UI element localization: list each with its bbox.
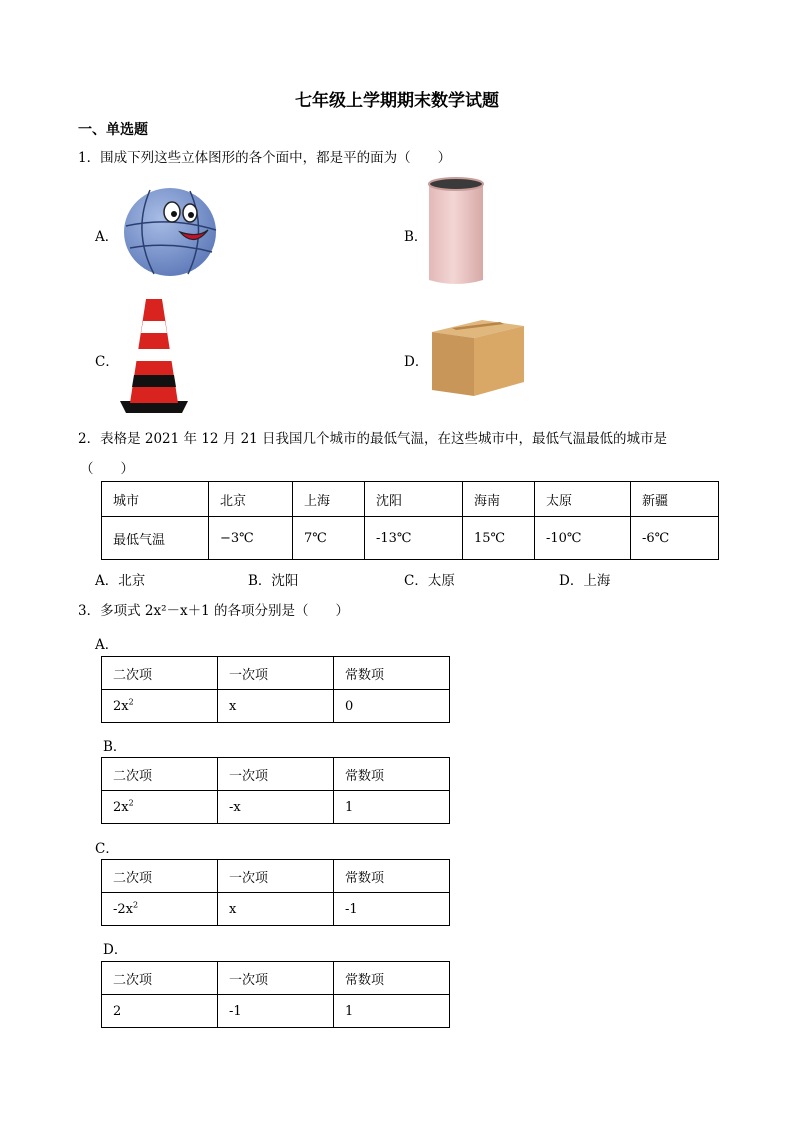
table-cell: -x bbox=[218, 791, 334, 824]
question-3-stem: 3．多项式 2x²－x＋1 的各项分别是（ ） bbox=[78, 603, 349, 619]
table-cell: 太原 bbox=[535, 482, 631, 517]
table-cell: 一次项 bbox=[218, 962, 334, 995]
table-cell: 沈阳 bbox=[365, 482, 463, 517]
table-cell: 二次项 bbox=[102, 962, 218, 995]
traffic-cone-icon bbox=[118, 297, 190, 415]
table-cell: 一次项 bbox=[218, 657, 334, 690]
term-text: -2x bbox=[113, 901, 133, 917]
table-row bbox=[102, 690, 450, 723]
table-row bbox=[102, 657, 450, 690]
q1-option-c-label[interactable]: C． bbox=[95, 354, 119, 370]
table-cell: 常数项 bbox=[334, 860, 450, 893]
table-row bbox=[102, 962, 450, 995]
table-cell: -6℃ bbox=[631, 517, 719, 560]
table-cell: 常数项 bbox=[334, 758, 450, 791]
cardboard-box-icon bbox=[430, 316, 526, 398]
q2-option-d[interactable]: D．上海 bbox=[559, 573, 611, 589]
term-text: 2x bbox=[113, 799, 129, 815]
table-cell bbox=[102, 893, 218, 926]
q3-option-a-label[interactable]: A． bbox=[95, 637, 119, 653]
table-row bbox=[102, 517, 719, 560]
q3-option-b-label[interactable]: B． bbox=[103, 739, 127, 755]
table-cell: 7℃ bbox=[293, 517, 365, 560]
table-row bbox=[102, 791, 450, 824]
table-cell: x bbox=[218, 690, 334, 723]
table-cell: x bbox=[218, 893, 334, 926]
table-cell: 二次项 bbox=[102, 860, 218, 893]
table-cell bbox=[102, 690, 218, 723]
table-cell: 0 bbox=[334, 690, 450, 723]
q3-option-d-table bbox=[101, 961, 450, 1028]
table-cell: 海南 bbox=[463, 482, 535, 517]
exponent: 2 bbox=[128, 798, 134, 808]
table-cell: 最低气温 bbox=[102, 517, 209, 560]
table-cell: 上海 bbox=[293, 482, 365, 517]
table-row bbox=[102, 482, 719, 517]
table-cell: 常数项 bbox=[334, 962, 450, 995]
table-cell: 二次项 bbox=[102, 758, 218, 791]
table-row bbox=[102, 860, 450, 893]
table-row bbox=[102, 995, 450, 1028]
q1-option-b-label[interactable]: B． bbox=[404, 229, 428, 245]
table-cell: 新疆 bbox=[631, 482, 719, 517]
table-cell: 2 bbox=[102, 995, 218, 1028]
exponent: 2 bbox=[128, 697, 134, 707]
table-cell: 一次项 bbox=[218, 860, 334, 893]
q2-option-c[interactable]: C．太原 bbox=[404, 573, 455, 589]
table-cell: 1 bbox=[334, 995, 450, 1028]
q3-option-c-table bbox=[101, 859, 450, 926]
term-text: 2x bbox=[113, 698, 129, 714]
q3-option-a-table bbox=[101, 656, 450, 723]
basketball-icon bbox=[120, 186, 220, 278]
exponent: 2 bbox=[133, 900, 139, 910]
table-row bbox=[102, 758, 450, 791]
q2-option-a[interactable]: A．北京 bbox=[95, 573, 146, 589]
table-row bbox=[102, 893, 450, 926]
table-cell: 15℃ bbox=[463, 517, 535, 560]
table-cell: 二次项 bbox=[102, 657, 218, 690]
q3-option-b-table bbox=[101, 757, 450, 824]
table-cell: -1 bbox=[334, 893, 450, 926]
question-1-stem: 1．围成下列这些立体图形的各个面中，都是平的面为（ ） bbox=[78, 150, 452, 166]
table-cell: 北京 bbox=[209, 482, 293, 517]
temperature-table bbox=[101, 481, 719, 560]
table-cell: −3℃ bbox=[209, 517, 293, 560]
question-2-stem: 2．表格是 2021 年 12 月 21 日我国几个城市的最低气温，在这些城市中，最低气温最低的城市是 bbox=[78, 431, 668, 447]
q2-option-b[interactable]: B．沈阳 bbox=[248, 573, 299, 589]
cylinder-can-icon bbox=[425, 176, 487, 288]
q3-option-d-label[interactable]: D． bbox=[103, 942, 128, 958]
question-2-paren: （ ） bbox=[80, 461, 134, 477]
table-cell: 1 bbox=[334, 791, 450, 824]
table-cell: -10℃ bbox=[535, 517, 631, 560]
table-cell: 一次项 bbox=[218, 758, 334, 791]
table-cell: -1 bbox=[218, 995, 334, 1028]
q3-option-c-label[interactable]: C． bbox=[95, 841, 119, 857]
table-cell: -13℃ bbox=[365, 517, 463, 560]
table-cell bbox=[102, 791, 218, 824]
q1-option-d-label[interactable]: D． bbox=[404, 354, 429, 370]
q1-option-a-label[interactable]: A． bbox=[95, 229, 119, 245]
table-cell: 常数项 bbox=[334, 657, 450, 690]
page-title: 七年级上学期期末数学试题 bbox=[295, 91, 499, 111]
section-heading: 一、单选题 bbox=[78, 122, 148, 138]
table-cell: 城市 bbox=[102, 482, 209, 517]
